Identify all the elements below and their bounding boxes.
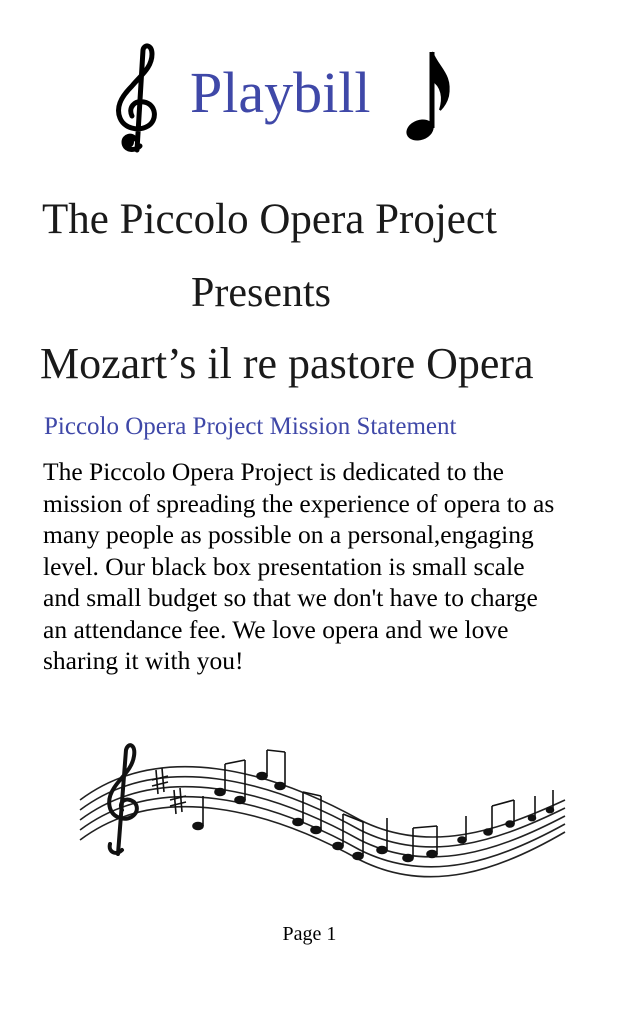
treble-clef-icon <box>110 42 166 154</box>
header <box>110 36 470 166</box>
mission-body: The Piccolo Opera Project is dedicated to the mission of spreading the experience of opera to as many people as possible on a personal,engaging level. Our black box presentation is small scale and small budget so that we don't have to charge an attendance fee. We love opera and we love sharing it with you! <box>43 457 555 675</box>
headline-line-2: Presents <box>191 270 331 316</box>
eighth-note-icon <box>402 46 458 146</box>
music-staff-icon <box>70 730 570 890</box>
mission-heading: Piccolo Opera Project Mission Statement <box>44 413 457 440</box>
headline-line-1: The Piccolo Opera Project <box>42 196 497 243</box>
page-number: Page 1 <box>282 923 337 945</box>
headline-line-3: Mozart’s il re pastore Opera <box>40 339 534 388</box>
playbill-title: Playbill <box>190 60 371 125</box>
